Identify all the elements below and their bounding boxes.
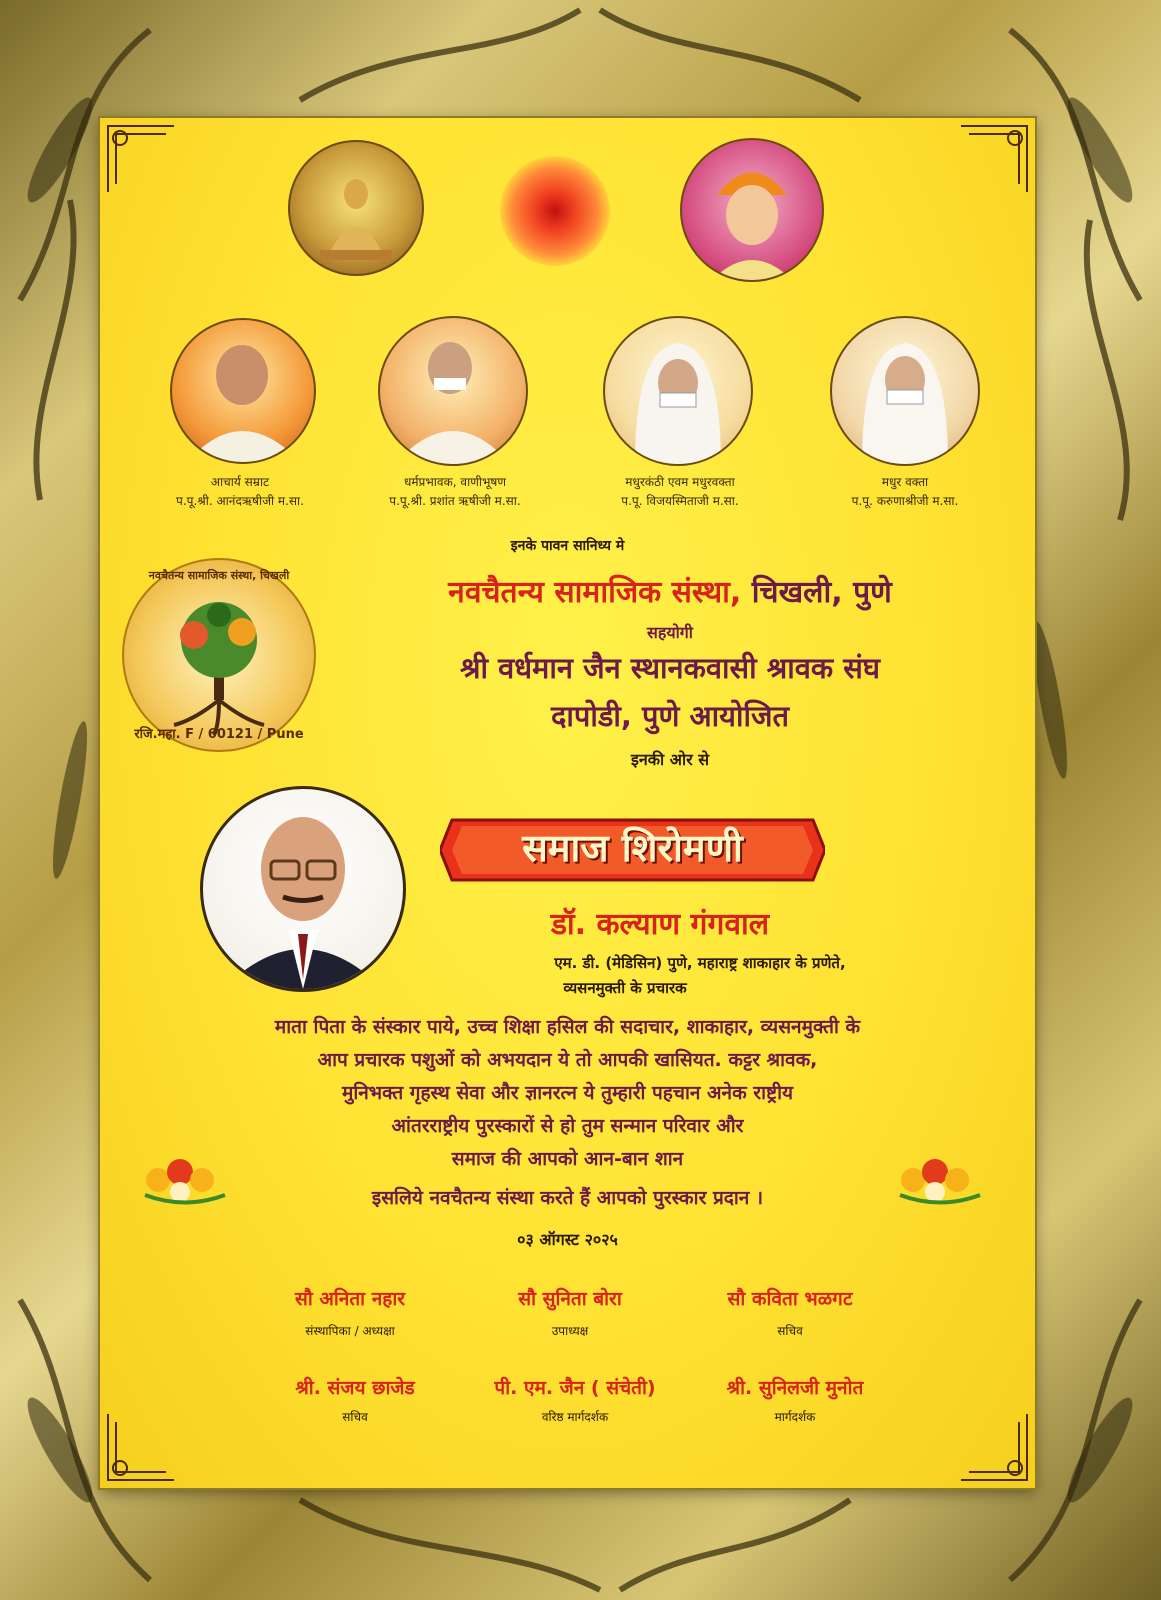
sangh-line-1: श्री वर्धमान जैन स्थानकवासी श्रावक संघ (459, 651, 881, 685)
saint-portrait-2 (378, 316, 528, 466)
saint-caption-2: धर्मप्रभावक, वाणीभूषण प.पू.श्री. प्रशांत ऋषीजी म.सा. (389, 475, 521, 508)
recipient-description-2: व्यसनमुक्ती के प्रचारक (563, 979, 687, 997)
signatory-role: सचिव (777, 1324, 803, 1338)
saint-caption-4: मधुर वक्ता प.पू. करुणाश्रीजी म.सा. (851, 475, 959, 508)
flower-garland-icon (140, 1150, 230, 1206)
organization-seal-logo (122, 558, 316, 752)
organization-place: चिखली, पुणे (751, 575, 892, 610)
recipient-name: डॉ. कल्याण गंगवाल (550, 907, 770, 942)
certificate-card (100, 118, 1035, 1488)
saint-caption-3: मधुरकंठी एवम मधुरवक्ता प.पू. विजयस्मिताजी म.सा. (621, 475, 739, 508)
saint-portrait-3 (603, 316, 753, 466)
citation-line-6: इसलिये नवचैतन्य संस्था करते हैं आपको पुरस्कार प्रदान । (371, 1187, 764, 1209)
seal-bottom-text: रजि.महा. F / 60121 / Pune (134, 727, 304, 742)
signatory-role: वरिष्ठ मार्गदर्शक (541, 1410, 609, 1424)
presence-line: इनके पावन सानिध्य मे (510, 538, 625, 554)
signatory-name: सौ सुनिता बोरा (518, 1288, 622, 1310)
tirthankara-image (288, 140, 424, 276)
award-date: ०३ ऑगस्ट २०२५ (517, 1230, 618, 1249)
corner-ornament-icon (106, 1412, 176, 1482)
citation-line-4: आंतरराष्ट्रीय पुरस्कारों से हो तुम सन्मान परिवार और (391, 1115, 744, 1137)
citation-line-2: आप प्रचारक पशुओं को अभयदान ये तो आपकी खासियत. कट्टर श्रावक, (317, 1049, 818, 1071)
award-title: समाज शिरोमणी (522, 826, 743, 870)
organization-heading (330, 570, 1010, 611)
corner-ornament-icon (106, 124, 176, 194)
organization-name: नवचैतन्य सामाजिक संस्था, (448, 575, 742, 610)
signatory-role: उपाध्यक्ष (551, 1324, 589, 1338)
by-line: इनकी ओर से (630, 750, 710, 769)
recipient-photo (200, 786, 406, 992)
cooperation-label: सहयोगी (647, 623, 693, 642)
signatory-role: मार्गदर्शक (774, 1410, 816, 1424)
signatory-role: सचिव (342, 1410, 368, 1424)
saint-portrait-4 (830, 316, 980, 466)
seal-top-text: नवचैतन्य सामाजिक संस्था, चिखली (148, 569, 290, 582)
signatory-role: संस्थापिका / अध्यक्षा (305, 1324, 395, 1338)
rising-sun-symbol (500, 156, 610, 266)
signatory-name: श्री. संजय छाजेड (295, 1377, 415, 1399)
signatory-name: पी. एम. जैन ( संचेती) (494, 1377, 656, 1399)
signatory-name: श्री. सुनिलजी मुनोत (726, 1377, 864, 1399)
citation-line-3: मुनिभक्त गृहस्थ सेवा और ज्ञानरत्न ये तुम्हारी पहचान अनेक राष्ट्रीय (341, 1082, 794, 1104)
sangh-line-2: दापोडी, पुणे आयोजित (550, 699, 790, 733)
acharya-portrait-image (680, 138, 824, 282)
corner-ornament-icon (959, 124, 1029, 194)
citation-line-1: माता पिता के संस्कार पाये, उच्च शिक्षा हसिल की सदाचार, शाकाहार, व्यसनमुक्ती के (274, 1016, 861, 1038)
saint-portrait-1 (170, 318, 316, 464)
citation-line-5: समाज की आपको आन-बान शान (451, 1148, 684, 1170)
signatory-name: सौ अनिता नहार (294, 1288, 406, 1310)
saint-caption-1: आचार्य सम्राट प.पू.श्री. आनंदऋषीजी म.सा. (176, 475, 304, 508)
signatory-name: सौ कविता भळगट (727, 1288, 853, 1310)
recipient-description-1: एम. डी. (मेडिसिन) पुणे, महाराष्ट्र शाकाहार के प्रणेते, (554, 954, 846, 972)
flower-garland-icon (895, 1150, 985, 1206)
corner-ornament-icon (959, 1412, 1029, 1482)
